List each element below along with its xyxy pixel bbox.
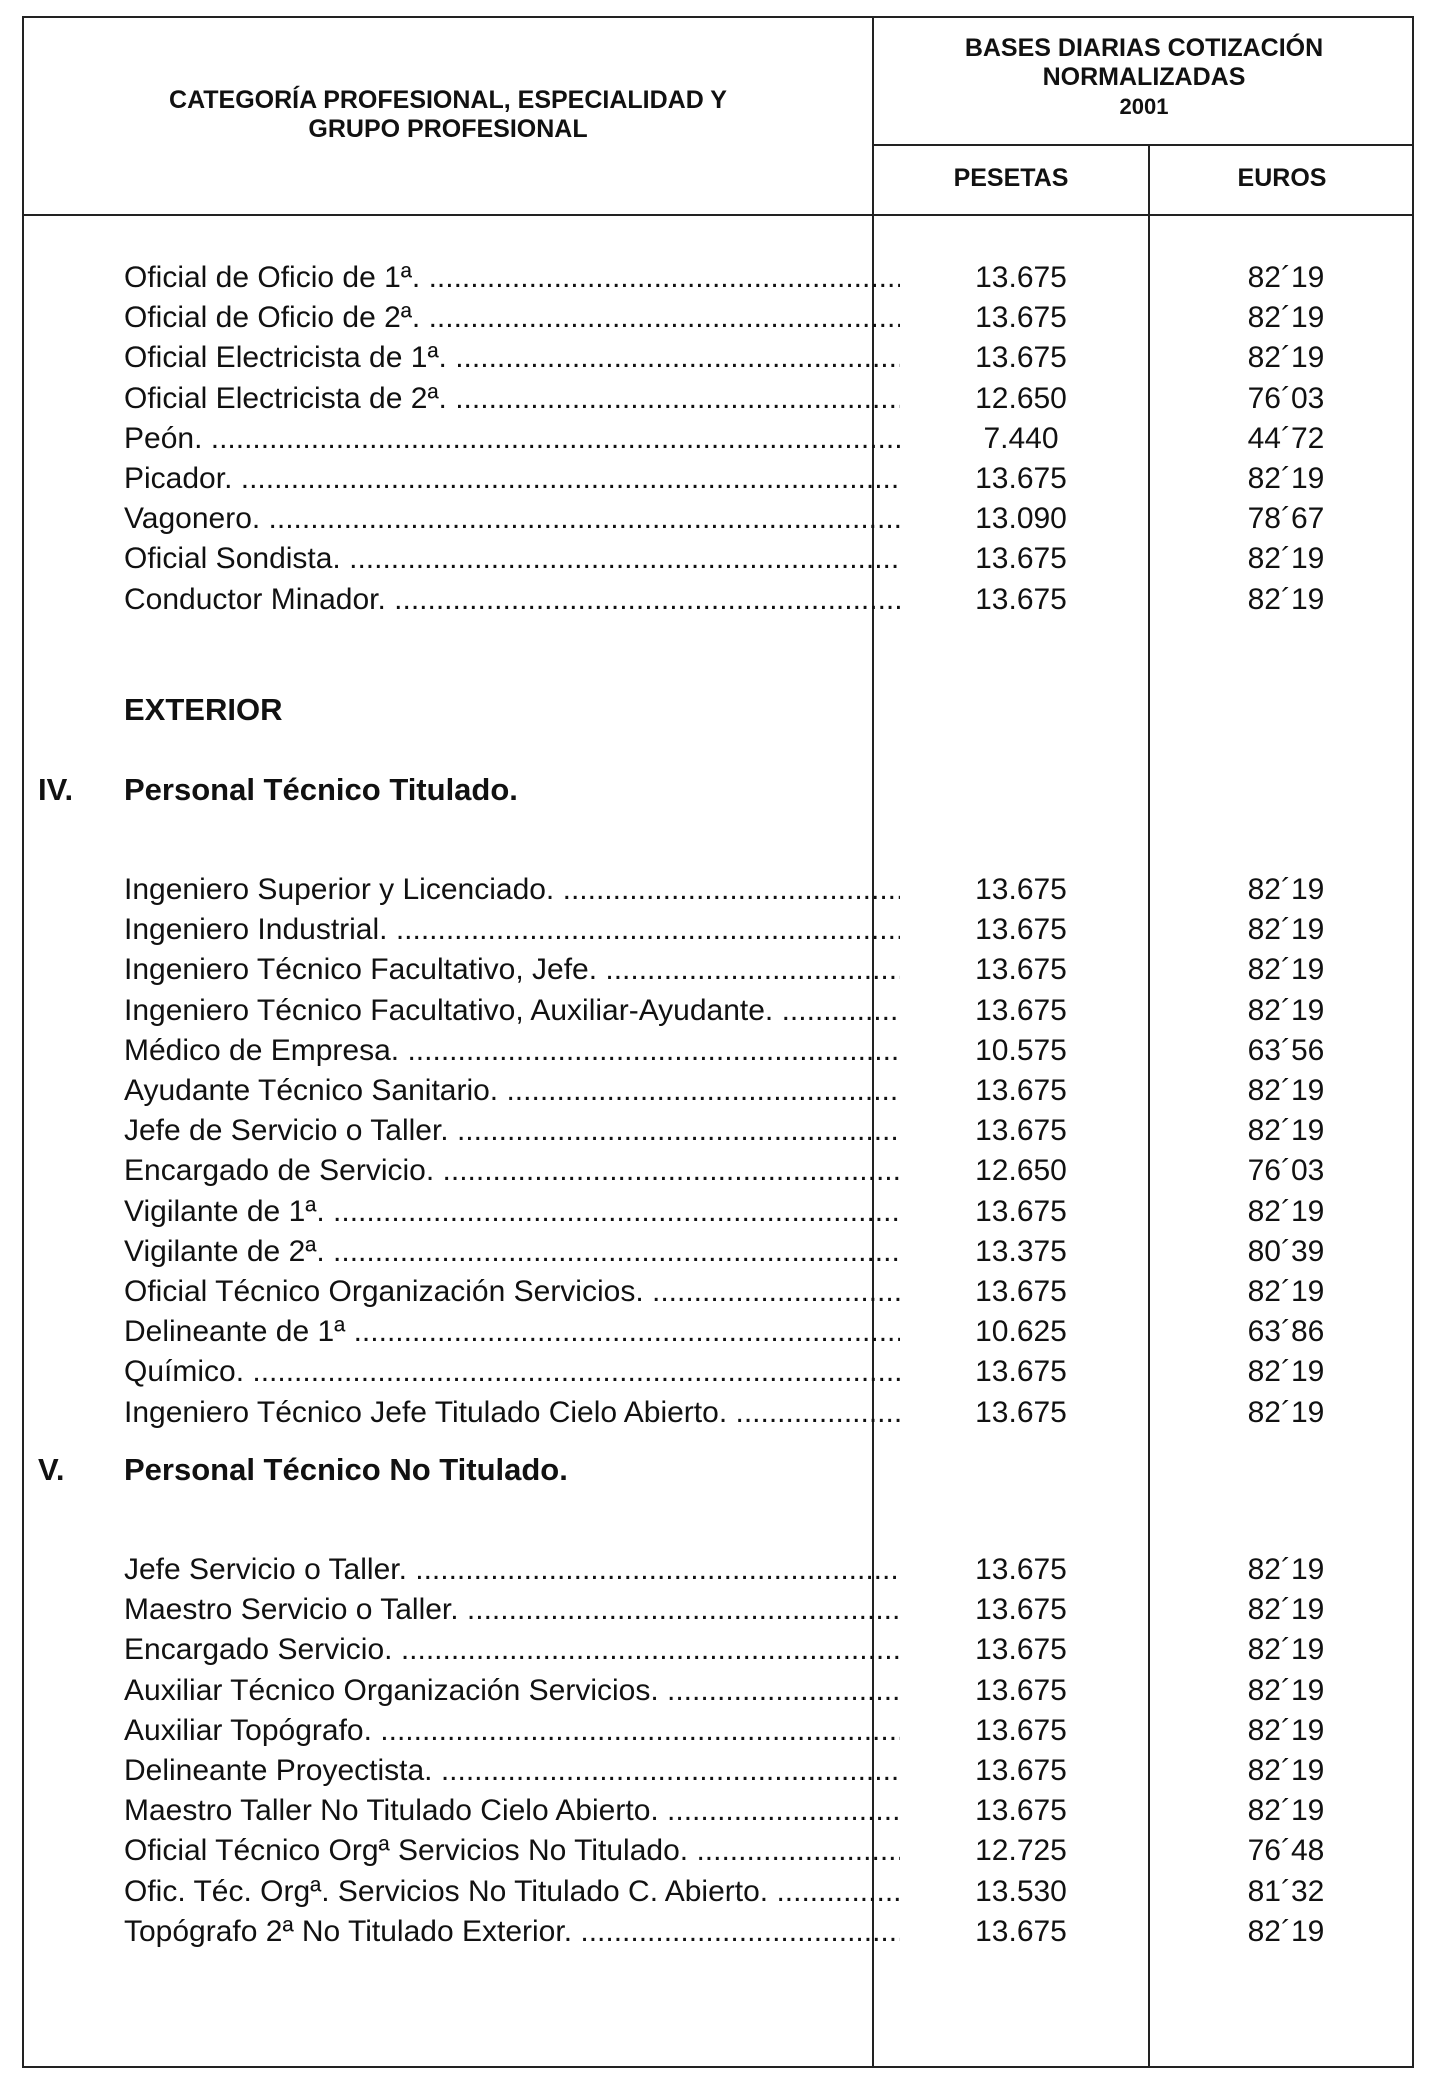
euros-value: 82´19 xyxy=(1247,1754,1325,1787)
table-row xyxy=(24,910,1412,950)
pesetas-value: 12.650 xyxy=(975,381,1067,415)
row-label xyxy=(124,1751,900,1791)
euros-value: 82´19 xyxy=(1247,542,1325,576)
table-row xyxy=(24,1393,1412,1433)
row-label xyxy=(124,419,900,459)
euros-value: 82´19 xyxy=(1247,1553,1325,1586)
pesetas-value: 7.440 xyxy=(983,421,1059,455)
row-label xyxy=(124,870,900,910)
bases-header-year: 2001 xyxy=(1119,94,1169,119)
row-label xyxy=(124,1232,900,1272)
row-label xyxy=(124,1272,900,1312)
euros-value: 82´19 xyxy=(1247,993,1325,1027)
row-label xyxy=(124,338,900,378)
pesetas-value: 13.675 xyxy=(975,1074,1067,1107)
euros-value: 82´19 xyxy=(1247,1074,1325,1107)
category-header xyxy=(24,86,872,144)
row-label xyxy=(124,1590,900,1630)
row-label xyxy=(124,499,900,539)
row-label-text: Maestro Servicio o Taller. ..... xyxy=(124,1593,900,1626)
row-label xyxy=(124,1671,900,1711)
table-row xyxy=(24,379,1412,419)
pesetas-value: 13.675 xyxy=(975,913,1067,947)
pesetas-value: 13.675 xyxy=(975,993,1067,1027)
table-row xyxy=(24,539,1412,579)
euros-value: 78´67 xyxy=(1247,502,1325,536)
exterior-heading: EXTERIOR xyxy=(124,692,283,727)
group-iv-numeral: IV. xyxy=(38,772,74,807)
row-label xyxy=(124,1352,900,1392)
contribution-bases-table xyxy=(22,16,1414,2068)
euros-value: 82´19 xyxy=(1247,953,1325,987)
group-v-numeral: V. xyxy=(38,1452,65,1487)
euros-value: 82´19 xyxy=(1247,341,1325,375)
pesetas-value: 13.675 xyxy=(975,1355,1067,1389)
euros-value: 76´03 xyxy=(1247,1154,1325,1188)
euros-value: 82´19 xyxy=(1247,582,1325,616)
pesetas-value: 13.675 xyxy=(975,1395,1067,1429)
group-v-title: Personal Técnico No Titulado. xyxy=(124,1452,568,1487)
row-label-text: Ingeniero Superior y Licenciado. ..... xyxy=(124,873,900,906)
row-label xyxy=(124,1393,900,1433)
row-label-text: Encargado Servicio. ..... xyxy=(124,1633,900,1666)
euros-value: 82´19 xyxy=(1247,1673,1325,1707)
row-label xyxy=(124,1791,900,1831)
euros-value: 82´19 xyxy=(1247,913,1325,947)
row-label-text: Auxiliar Topógrafo. ..... xyxy=(124,1714,900,1747)
row-label-text: Médico de Empresa. ..... xyxy=(124,1034,900,1067)
row-label xyxy=(124,580,900,620)
table-row xyxy=(24,459,1412,499)
group-iv-title: Personal Técnico Titulado. xyxy=(124,772,518,807)
row-label xyxy=(124,1912,900,1952)
row-label xyxy=(124,258,900,298)
pesetas-value: 10.625 xyxy=(975,1315,1067,1349)
table-row xyxy=(24,338,1412,378)
pesetas-value: 13.675 xyxy=(975,1633,1067,1667)
row-label-text: Delineante Proyectista. ..... xyxy=(124,1754,900,1787)
row-label-text: Conductor Minador. ..... xyxy=(124,583,900,616)
row-label xyxy=(124,298,900,338)
row-label xyxy=(124,1872,900,1912)
pesetas-value: 10.575 xyxy=(975,1033,1067,1067)
pesetas-value: 13.675 xyxy=(975,261,1067,294)
table-row xyxy=(24,1791,1412,1831)
row-label-text: Delineante de 1ª ..... xyxy=(124,1315,900,1348)
row-label-text: Encargado de Servicio. ..... xyxy=(124,1154,900,1187)
pesetas-value: 13.675 xyxy=(975,873,1067,906)
row-label-text: Oficial Electricista de 2ª. ..... xyxy=(124,382,900,415)
row-label xyxy=(124,1711,900,1751)
pesetas-value: 13.675 xyxy=(975,1673,1067,1707)
row-label xyxy=(124,950,900,990)
row-label xyxy=(124,1031,900,1071)
pesetas-value: 13.675 xyxy=(975,953,1067,987)
euros-value: 82´19 xyxy=(1247,1914,1325,1948)
row-label-text: Picador. ..... xyxy=(124,462,900,495)
table-row xyxy=(24,950,1412,990)
row-label-text: Ingeniero Técnico Facultativo, Jefe. ..... xyxy=(124,953,900,986)
header-bottom-rule xyxy=(24,214,1412,216)
table-row xyxy=(24,1630,1412,1670)
row-label-text: Peón. ..... xyxy=(124,422,900,455)
row-label-text: Vigilante de 2ª. ..... xyxy=(124,1235,900,1268)
pesetas-value: 13.530 xyxy=(975,1874,1067,1908)
pesetas-value: 13.675 xyxy=(975,1754,1067,1787)
table-row xyxy=(24,1151,1412,1191)
euros-value: 82´19 xyxy=(1247,1395,1325,1429)
table-row xyxy=(24,870,1412,910)
table-row xyxy=(24,1272,1412,1312)
row-label-text: Oficial de Oficio de 2ª. ..... xyxy=(124,301,900,334)
euros-value: 82´19 xyxy=(1247,1355,1325,1389)
row-label-text: Oficial de Oficio de 1ª. ..... xyxy=(124,261,900,294)
pesetas-column-header: PESETAS xyxy=(953,164,1069,192)
euros-value: 82´19 xyxy=(1247,873,1325,906)
pesetas-value: 13.675 xyxy=(975,582,1067,616)
row-label xyxy=(124,910,900,950)
pesetas-value: 12.725 xyxy=(975,1834,1067,1868)
euros-value: 76´03 xyxy=(1247,381,1325,415)
table-row xyxy=(24,1831,1412,1871)
table-row xyxy=(24,1071,1412,1111)
euros-value: 82´19 xyxy=(1247,1593,1325,1627)
pesetas-value: 13.675 xyxy=(975,1593,1067,1627)
table-row xyxy=(24,1590,1412,1630)
pesetas-value: 13.675 xyxy=(975,1794,1067,1828)
table-row xyxy=(24,1751,1412,1791)
row-label-text: Ingeniero Industrial. ..... xyxy=(124,913,900,946)
row-label-text: Vigilante de 1ª. ..... xyxy=(124,1195,900,1228)
row-label-text: Jefe de Servicio o Taller. ..... xyxy=(124,1114,900,1147)
pesetas-value: 13.675 xyxy=(975,341,1067,375)
euros-value: 82´19 xyxy=(1247,1114,1325,1148)
row-label xyxy=(124,1192,900,1232)
pesetas-value: 13.675 xyxy=(975,1194,1067,1228)
pesetas-value: 12.650 xyxy=(975,1154,1067,1188)
row-label-text: Ingeniero Técnico Facultativo, Auxiliar-Ayudante. ..... xyxy=(124,994,900,1027)
category-header-line2: GRUPO PROFESIONAL xyxy=(308,115,588,143)
table-row xyxy=(24,499,1412,539)
row-label xyxy=(124,379,900,419)
euros-value: 82´19 xyxy=(1247,1633,1325,1667)
row-label-text: Topógrafo 2ª No Titulado Exterior. ..... xyxy=(124,1915,900,1948)
row-label-text: Oficial Sondista. ..... xyxy=(124,542,900,575)
table-row xyxy=(24,1232,1412,1272)
euros-value: 82´19 xyxy=(1247,1713,1325,1747)
row-label-text: Auxiliar Técnico Organización Servicios. ..... xyxy=(124,1674,900,1707)
euros-value: 82´19 xyxy=(1247,261,1325,294)
euros-value: 82´19 xyxy=(1247,462,1325,495)
table-row xyxy=(24,1550,1412,1590)
pesetas-value: 13.090 xyxy=(975,502,1067,536)
euros-value: 82´19 xyxy=(1247,1275,1325,1308)
table-row xyxy=(24,1872,1412,1912)
table-row xyxy=(24,1711,1412,1751)
euros-value: 76´48 xyxy=(1247,1834,1325,1868)
table-row xyxy=(24,580,1412,620)
euros-value: 63´56 xyxy=(1247,1033,1325,1067)
row-label-text: Jefe Servicio o Taller. ..... xyxy=(124,1553,900,1586)
row-label xyxy=(124,539,900,579)
euros-value: 81´32 xyxy=(1247,1874,1325,1908)
row-label xyxy=(124,1151,900,1191)
row-label-text: Oficial Técnico Organización Servicios. ..... xyxy=(124,1275,900,1308)
category-header-line1: CATEGORÍA PROFESIONAL, ESPECIALIDAD Y xyxy=(169,86,727,114)
pesetas-value: 13.675 xyxy=(975,542,1067,576)
table-row xyxy=(24,1671,1412,1711)
row-label-text: Ingeniero Técnico Jefe Titulado Cielo Abierto. ..... xyxy=(124,1396,900,1429)
row-label-text: Ayudante Técnico Sanitario. ..... xyxy=(124,1074,900,1107)
header-divider-year xyxy=(872,144,1412,146)
row-label xyxy=(124,1111,900,1151)
table-row xyxy=(24,1031,1412,1071)
table-row xyxy=(24,1912,1412,1952)
table-row xyxy=(24,991,1412,1031)
euros-column-header: EUROS xyxy=(1237,164,1327,192)
pesetas-value: 13.675 xyxy=(975,1114,1067,1148)
pesetas-value: 13.675 xyxy=(975,1713,1067,1747)
pesetas-value: 13.675 xyxy=(975,462,1067,495)
table-row xyxy=(24,419,1412,459)
row-label xyxy=(124,1550,900,1590)
table-row xyxy=(24,258,1412,298)
euros-value: 82´19 xyxy=(1247,1194,1325,1228)
euros-value: 82´19 xyxy=(1247,301,1325,335)
row-label xyxy=(124,459,900,499)
pesetas-value: 13.675 xyxy=(975,301,1067,335)
table-row xyxy=(24,1111,1412,1151)
table-row xyxy=(24,1192,1412,1232)
euros-value: 63´86 xyxy=(1247,1315,1325,1349)
euros-value: 44´72 xyxy=(1247,421,1325,455)
table-row xyxy=(24,1312,1412,1352)
pesetas-value: 13.375 xyxy=(975,1234,1067,1268)
row-label-text: Ofic. Téc. Orgª. Servicios No Titulado C. Abierto. ..... xyxy=(124,1875,900,1908)
row-label xyxy=(124,1630,900,1670)
bases-header xyxy=(874,34,1414,121)
row-label-text: Químico. ..... xyxy=(124,1355,900,1388)
bases-header-line2: NORMALIZADAS xyxy=(1042,63,1246,91)
row-label xyxy=(124,991,900,1031)
table-row xyxy=(24,1352,1412,1392)
bases-header-line1: BASES DIARIAS COTIZACIÓN xyxy=(964,34,1324,62)
row-label xyxy=(124,1312,900,1352)
row-label-text: Oficial Electricista de 1ª. ..... xyxy=(124,341,900,374)
pesetas-value: 13.675 xyxy=(975,1914,1067,1948)
euros-value: 82´19 xyxy=(1247,1794,1325,1828)
row-label xyxy=(124,1071,900,1111)
pesetas-value: 13.675 xyxy=(975,1553,1067,1586)
row-label xyxy=(124,1831,900,1871)
pesetas-value: 13.675 xyxy=(975,1275,1067,1308)
table-row xyxy=(24,298,1412,338)
row-label-text: Maestro Taller No Titulado Cielo Abierto. ..... xyxy=(124,1794,900,1827)
row-label-text: Vagonero. ..... xyxy=(124,502,900,535)
row-label-text: Oficial Técnico Orgª Servicios No Titulado. ..... xyxy=(124,1834,900,1867)
euros-value: 80´39 xyxy=(1247,1234,1325,1268)
